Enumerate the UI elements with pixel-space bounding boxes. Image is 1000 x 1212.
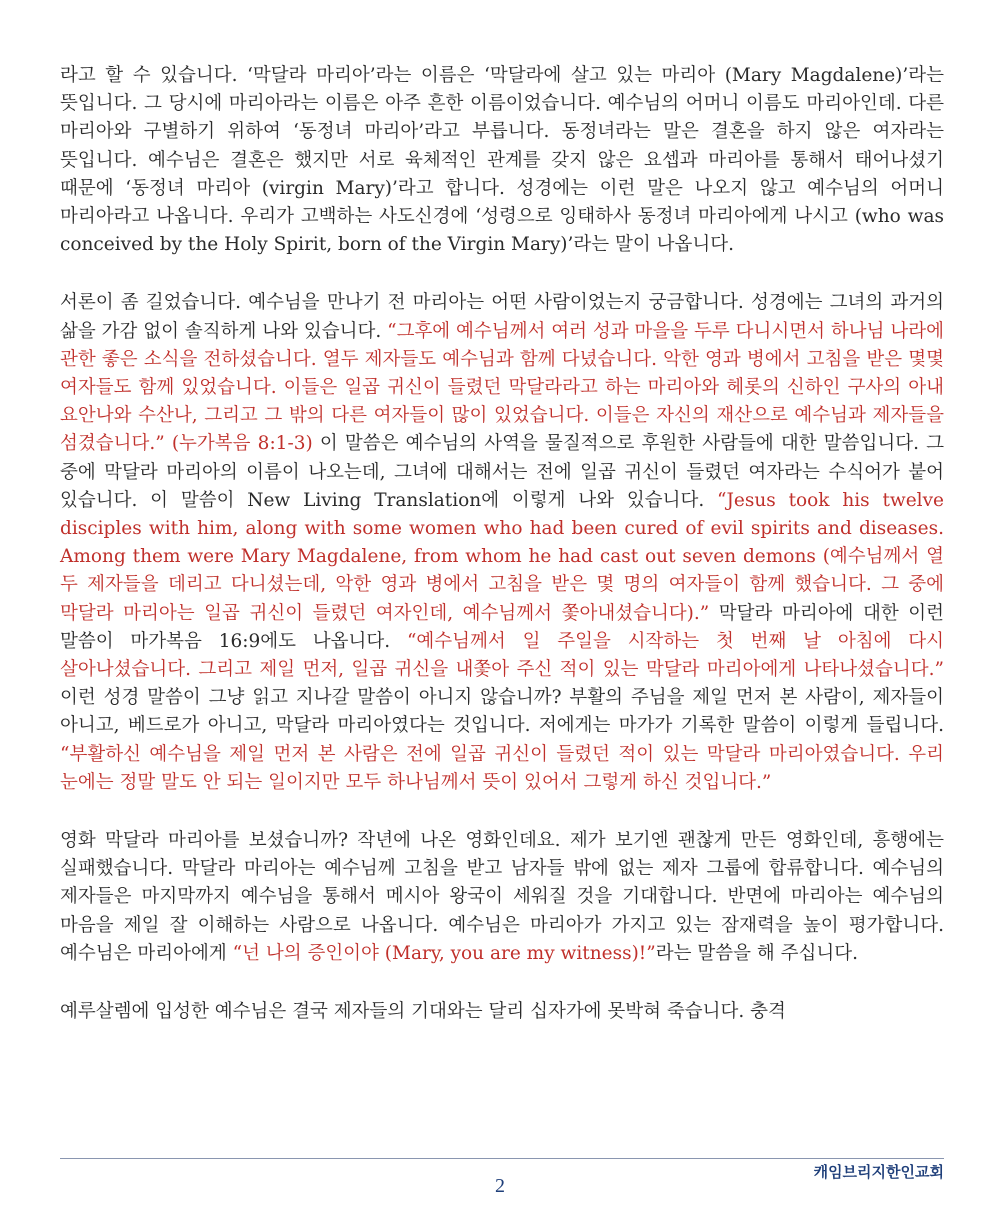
paragraph-2 — [60, 289, 944, 797]
text-run: 라고 할 수 있습니다. ‘막달라 마리아’라는 이름은 ‘막달라에 살고 있는 마리아 (Mary Magdalene)’라는 뜻입니다. 그 당시에 마리아라는 이름은 아주 흔한 이름이었습니다. 예수님의 어머니 이름도 마리아인데. 다른 마리아와 구별하기 위하여 ‘동정녀 마리아’라고 부릅니다. 동정녀라는 말은 결혼을 하지 않은 여자라는 뜻입니다. 예수님은 결혼은 했지만 서로 육체적인 관계를 갖지 않은 요셉과 마리아를 통해서 태어나셨기 때문에 ‘동정녀 마리아 (virgin Mary)’라고 합니다. 성경에는 이런 말은 나오지 않고 예수님의 어머니 마리아라고 나옵니다. 우리가 고백하는 사도신경에 ‘성령으로 잉태하사 동정녀 마리아에게 나시고 (who was conceived by the Holy Spirit, born of the Virgin Mary)’라는 말이 나옵니다. — [60, 65, 944, 256]
text-run: 예루살렘에 입성한 예수님은 결국 제자들의 기대와는 달리 십자가에 못박혀 죽습니다. 충격 — [60, 1001, 786, 1023]
scripture-quote: “넌 나의 증인이야 (Mary, you are my witness)!” — [232, 942, 656, 964]
text-run: 영화 막달라 마리아를 보셨습니까? 작년에 나온 영화인데요. 제가 보기엔 괜찮게 만든 영화인데, 흥행에는 실패했습니다. 막달라 마리아는 예수님께 고침을 받고 남자들 밖에 없는 제자 그룹에 합류합니다. 예수님의 제자들은 마지막까지 예수님을 통해서 메시아 왕국이 세워질 것을 기대합니다. 반면에 마리아는 예수님의 마음을 제일 잘 이해하는 사람으로 나옵니다. 예수님은 마리아가 가지고 있는 잠재력을 높이 평가합니다. 예수님은 마리아에게 — [60, 830, 944, 964]
paragraph-3 — [60, 827, 944, 968]
scripture-quote: “예수님께서 일 주일을 시작하는 첫 번째 날 아침에 다시 살아나셨습니다. 그리고 제일 먼저, 일곱 귀신을 내쫓아 주신 적이 있는 막달라 마리아에게 나타나셨습니다.” — [60, 630, 945, 681]
paragraph-1 — [60, 62, 944, 259]
text-run: 막달라 마리아에 대한 이런 말씀이 마가복음 16:9에도 나옵니다. — [60, 602, 945, 652]
church-name: 캐임브리지한인교회 — [813, 1163, 944, 1181]
scripture-quote: “부활하신 예수님을 제일 먼저 본 사람은 전에 일곱 귀신이 들렸던 적이 있는 막달라 마리아였습니다. 우리 눈에는 정말 말도 안 되는 일이지만 모두 하나님께서 뜻이 있어서 그렇게 하신 것입니다.” — [60, 743, 944, 793]
text-run: 이 말씀은 예수님의 사역을 물질적으로 후원한 사람들에 대한 말씀입니다. 그 중에 막달라 마리아의 이름이 나오는데, 그녀에 대해서는 전에 일곱 귀신이 들렸던 여자라는 수식어가 붙어 있습니다. 이 말씀이 New Living Translation에 이렇게 나와 있습니다. — [60, 433, 944, 511]
scripture-quote: “그후에 예수님께서 여러 성과 마을을 두루 다니시면서 하나님 나라에 관한 좋은 소식을 전하셨습니다. 열두 제자들도 예수님과 함께 다녔습니다. 악한 영과 병에서 고침을 받은 몇몇 여자들도 함께 있었습니다. 이들은 일곱 귀신이 들렸던 막달라라고 하는 마리아와 헤롯의 신하인 구사의 아내 요안나와 수산나, 그리고 그 밖의 다른 여자들이 많이 있었습니다. 이들은 자신의 재산으로 예수님과 제자들을 섬겼습니다.” (누가복음 8:1-3) — [60, 320, 945, 455]
document-body — [60, 62, 944, 1056]
footer-divider — [60, 1158, 944, 1159]
page-number: 2 — [495, 1175, 505, 1197]
scripture-quote: “Jesus took his twelve disciples with him, along with some women who had been cured of evil spirits and diseases. Among them were Mary Magdalene, from whom he had cast out seven demons (예수님께서 열 두 제자들을 데리고 다니셨는데, 악한 영과 병에서 고침을 받은 몇 명의 여자들이 함께 했습니다. 그 중에 막달라 마리아는 일곱 귀신이 들렸던 여자인데, 예수님께서 쫓아내셨습니다).” — [60, 489, 944, 624]
text-run: 라는 말씀을 해 주십니다. — [655, 942, 858, 964]
paragraph-4 — [60, 998, 944, 1026]
text-run: 이런 성경 말씀이 그냥 읽고 지나갈 말씀이 아니지 않습니까? 부활의 주님을 제일 먼저 본 사람이, 제자들이 아니고, 베드로가 아니고, 막달라 마리아였다는 것입니다. 저에게는 마가가 기록한 말씀이 이렇게 들립니다. — [60, 687, 944, 737]
text-run: 서론이 좀 길었습니다. 예수님을 만나기 전 마리아는 어떤 사람이었는지 궁금합니다. 성경에는 그녀의 과거의 삶을 가감 없이 솔직하게 나와 있습니다. — [60, 292, 944, 342]
